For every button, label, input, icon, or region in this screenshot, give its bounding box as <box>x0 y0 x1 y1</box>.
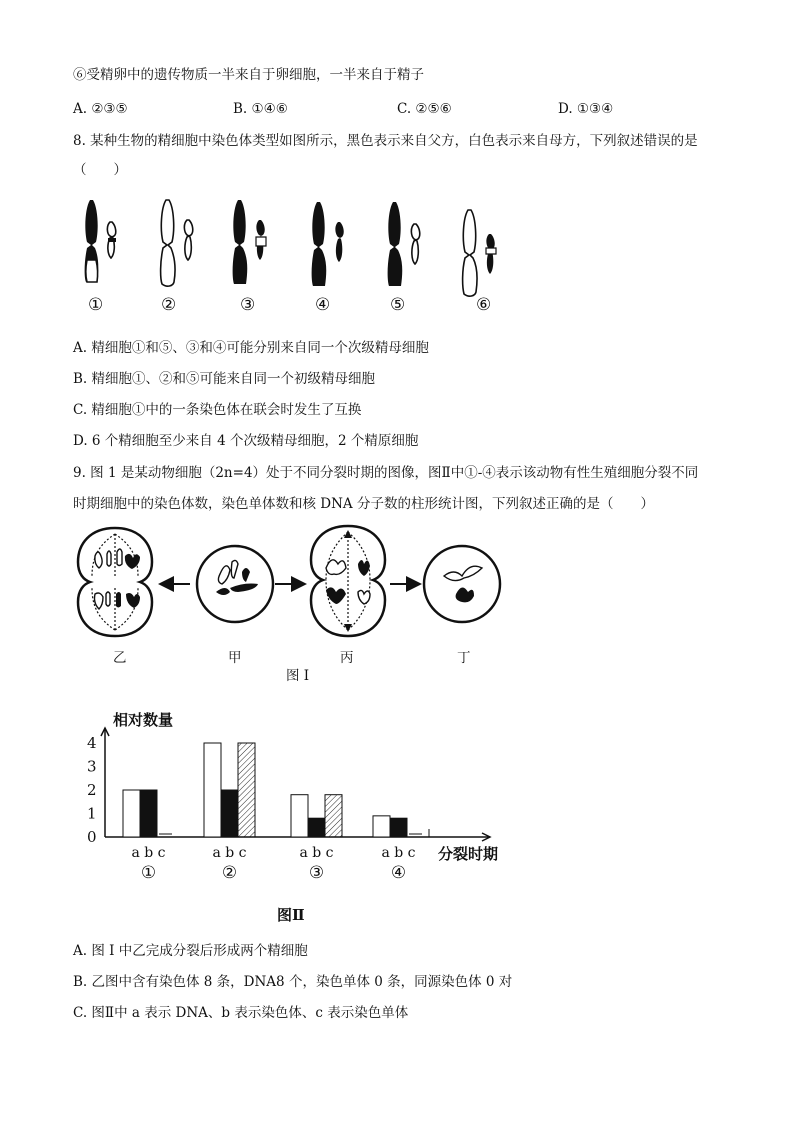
bar-b-3 <box>308 818 325 837</box>
bar-a-3 <box>291 795 308 837</box>
q8-label-2: ② <box>161 295 177 315</box>
cell-label-bing: 丙 <box>340 650 354 666</box>
bar-letters-label: a b c <box>381 845 416 861</box>
sperm-cell-3-chromosomes <box>233 200 266 284</box>
cell-jia <box>197 546 273 622</box>
y-axis-label: 相对数量 <box>113 711 174 729</box>
q8-option-d: D. 6 个精细胞至少来自 4 个次级精母细胞，2 个精原细胞 <box>73 433 419 449</box>
sperm-cell-6-chromosomes <box>463 210 496 296</box>
bar-letters-label: a b c <box>131 845 166 861</box>
q7-option-a: A. ②③⑤ <box>73 101 128 117</box>
q8-label-6: ⑥ <box>476 295 492 315</box>
q9-figure-1-cells <box>70 522 510 644</box>
category-label: ④ <box>390 863 407 883</box>
q8-label-3: ③ <box>240 295 256 315</box>
q8-label-4: ④ <box>315 295 331 315</box>
figure-1-caption: 图 I <box>286 668 310 684</box>
cell-bing <box>311 526 385 636</box>
chart-bars <box>123 743 422 837</box>
y-tick-label: 3 <box>87 757 97 776</box>
q7-statement-6: ⑥受精卵中的遗传物质一半来自于卵细胞，一半来自于精子 <box>73 67 424 83</box>
q9-stem-line-2: 时期细胞中的染色体数，染色单体数和核 DNA 分子数的柱形统计图，下列叙述正确的是（ ） <box>73 496 654 512</box>
x-axis-label: 分裂时期 <box>438 845 499 863</box>
q8-label-5: ⑤ <box>390 295 406 315</box>
bar-letters-label: a b c <box>299 845 334 861</box>
cell-ding <box>424 546 500 622</box>
y-tick-label: 4 <box>87 734 97 752</box>
bar-letters-label: a b c <box>212 845 247 861</box>
cell-yi <box>78 528 152 636</box>
q8-stem: 8. 某种生物的精细胞中染色体类型如图所示，黑色表示来自父方，白色表示来自母方，下列叙述错误的是 <box>73 133 698 149</box>
sperm-cell-1-chromosomes <box>85 200 116 282</box>
q8-label-1: ① <box>88 295 104 315</box>
q8-chromosome-figure <box>70 190 520 320</box>
q7-option-b: B. ①④⑥ <box>233 101 288 117</box>
q8-option-b: B. 精细胞①、②和⑤可能来自同一个初级精母细胞 <box>73 371 376 387</box>
bar-a-2 <box>204 743 221 837</box>
sperm-cell-5-chromosomes <box>388 202 420 286</box>
cell-label-yi: 乙 <box>113 650 127 666</box>
q9-option-a: A. 图 I 中乙完成分裂后形成两个精细胞 <box>73 943 308 959</box>
sperm-cell-2-chromosomes <box>161 200 193 286</box>
q9-option-c: C. 图Ⅱ中 a 表示 DNA、b 表示染色体、c 表示染色单体 <box>73 1005 409 1021</box>
category-label: ③ <box>308 863 325 883</box>
y-tick-label: 1 <box>87 804 97 823</box>
y-tick-label: 2 <box>87 781 97 799</box>
bar-b-2 <box>221 790 238 837</box>
bar-a-1 <box>123 790 140 837</box>
q7-option-c: C. ②⑤⑥ <box>397 101 452 117</box>
category-label: ① <box>140 863 157 883</box>
q7-option-d: D. ①③④ <box>558 101 614 117</box>
q8-option-c: C. 精细胞①中的一条染色体在联会时发生了互换 <box>73 402 362 418</box>
bar-b-4 <box>390 818 407 837</box>
bar-c-3 <box>325 795 342 837</box>
q8-paren: （ ） <box>73 162 127 178</box>
sperm-cell-4-chromosomes <box>312 202 344 286</box>
q9-option-b: B. 乙图中含有染色体 8 条，DNA8 个，染色单体 0 条，同源染色体 0 对 <box>73 974 513 990</box>
category-label: ② <box>221 863 238 883</box>
cell-label-ding: 丁 <box>457 650 471 666</box>
bar-b-1 <box>140 790 157 837</box>
figure-2-caption: 图Ⅱ <box>277 906 305 924</box>
figure-2-bar-chart <box>75 700 525 885</box>
q8-option-a: A. 精细胞①和⑤、③和④可能分别来自同一个次级精母细胞 <box>73 340 429 356</box>
bar-c-2 <box>238 743 255 837</box>
cell-label-jia: 甲 <box>228 650 242 666</box>
bar-a-4 <box>373 816 390 837</box>
q9-stem-line-1: 9. 图 1 是某动物细胞（2n=4）处于不同分裂时期的图像，图Ⅱ中①-④表示该动物有性生殖细胞分裂不同 <box>73 465 699 481</box>
y-tick-label: 0 <box>87 828 97 846</box>
